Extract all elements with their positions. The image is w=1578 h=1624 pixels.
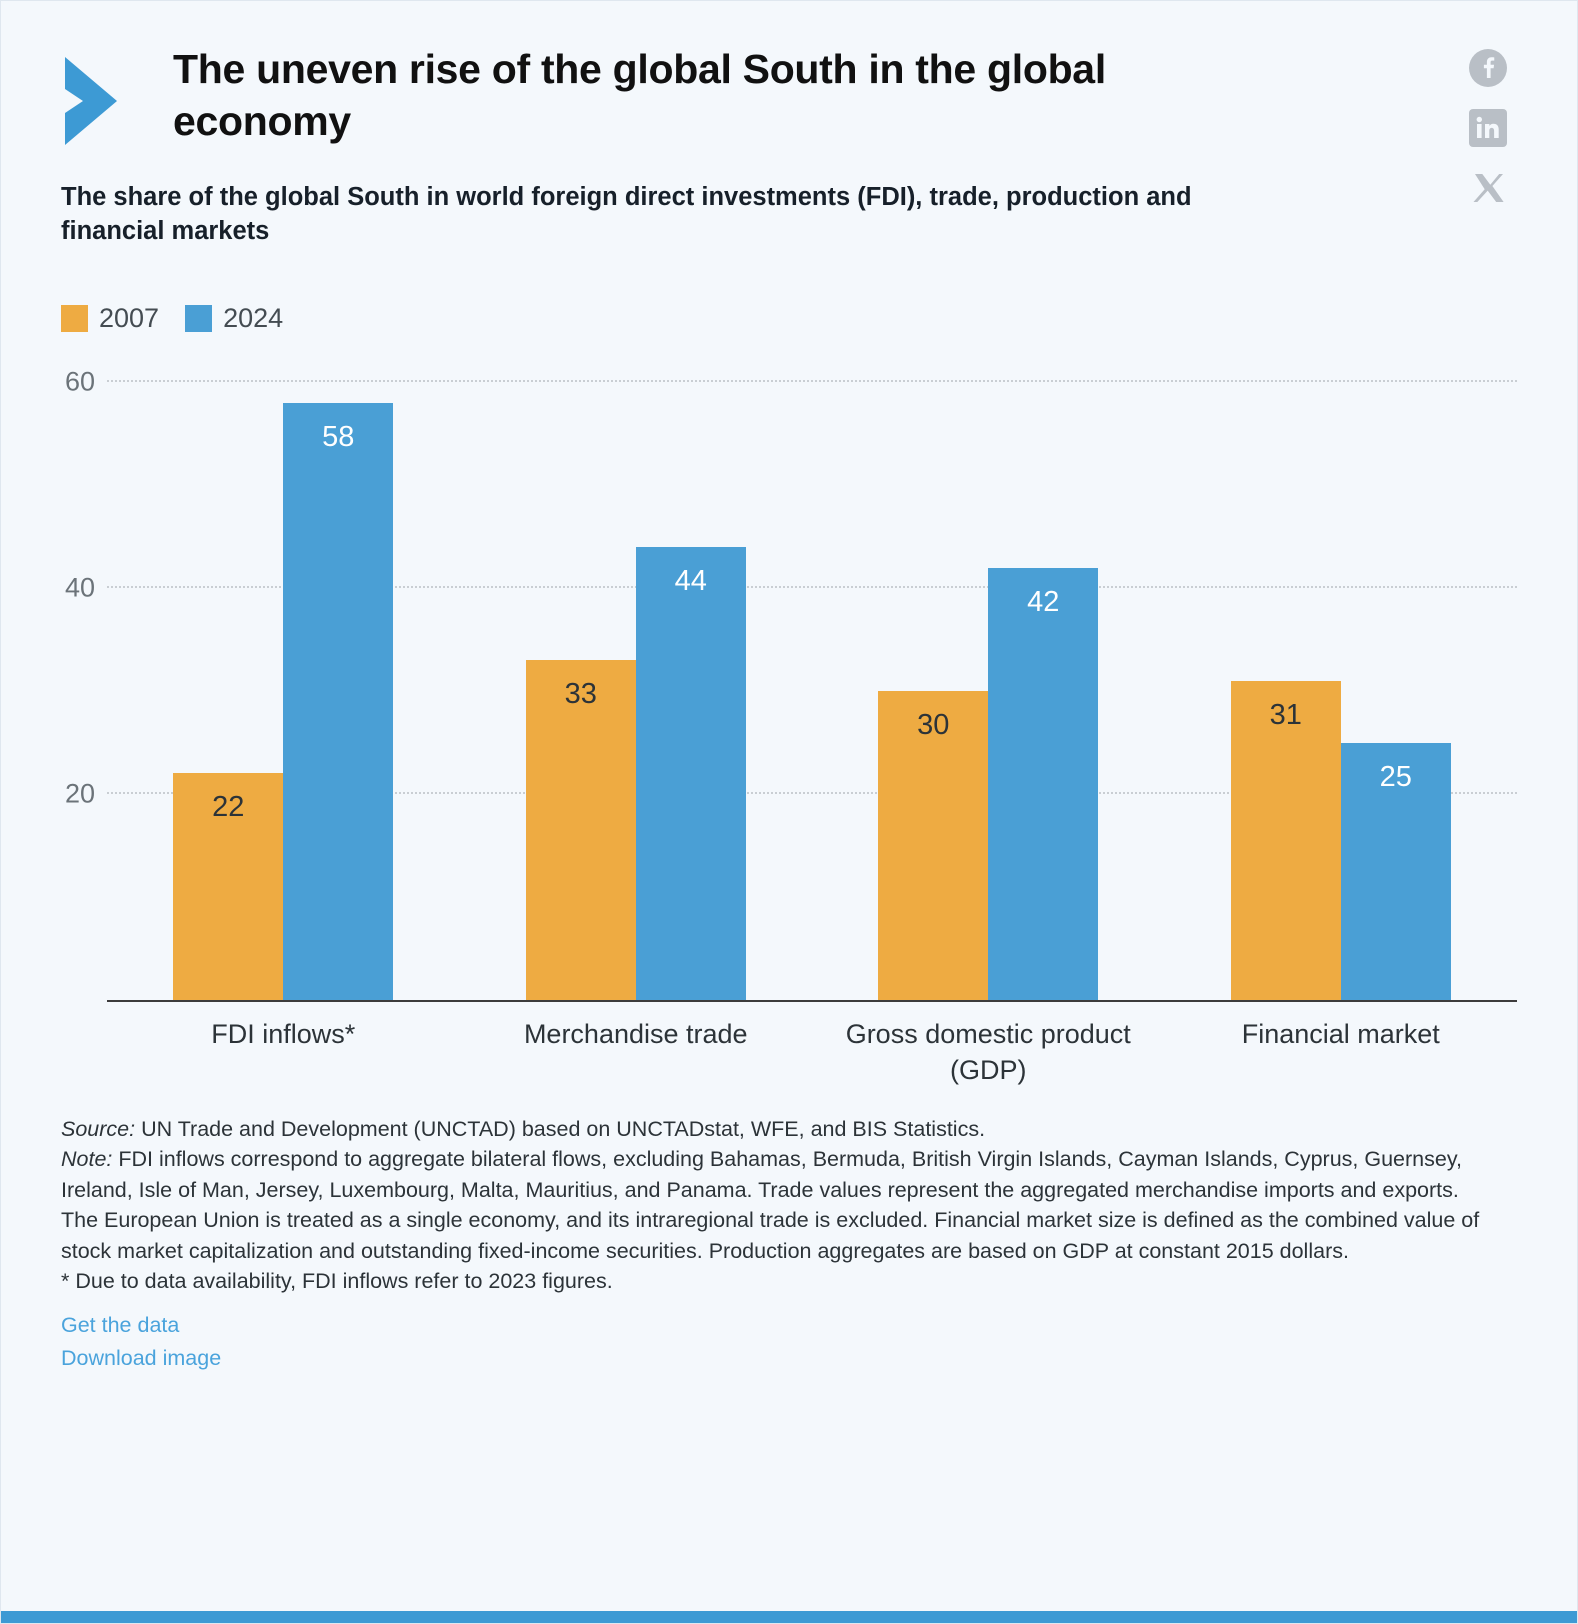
bar-value-2024-financial: 25 (1379, 760, 1412, 793)
bar-wrap-2007-gdp (878, 362, 988, 1000)
bar-wrap-2007-financial (1231, 362, 1341, 1000)
bar-value-2007-financial: 31 (1269, 698, 1302, 731)
x-axis-labels (107, 1016, 1517, 1089)
bar-chart (1, 362, 1577, 1086)
title-row (61, 43, 1517, 149)
plot-area (64, 362, 1517, 1002)
source-line (61, 1114, 1481, 1145)
x-axis-label-fdi: FDI inflows* (211, 1018, 356, 1049)
header (1, 1, 1577, 249)
bar-group-fdi-inflows (107, 362, 460, 1000)
bar-2007-financial[interactable] (1231, 681, 1341, 1000)
bar-group-financial-market (1165, 362, 1518, 1000)
social-share-group (1469, 49, 1507, 207)
bar-2024-fdi[interactable] (283, 403, 393, 1000)
bar-wrap-2024-fdi (283, 362, 393, 1000)
get-the-data-link[interactable]: Get the data (61, 1312, 180, 1337)
bar-value-2007-gdp: 30 (917, 709, 950, 742)
bar-group-merchandise-trade (460, 362, 813, 1000)
bar-2007-gdp[interactable] (878, 691, 988, 1000)
facebook-icon[interactable] (1469, 49, 1507, 87)
x-twitter-icon[interactable] (1469, 169, 1507, 207)
bar-2024-financial[interactable] (1341, 743, 1451, 1000)
y-axis-tick-20: 20 (64, 778, 95, 809)
footer-links (61, 1309, 1481, 1376)
x-axis-label-gdp: Gross domestic product (GDP) (845, 1018, 1131, 1086)
chart-legend (61, 303, 1577, 334)
bottom-accent-bar (1, 1611, 1577, 1623)
bar-2007-trade[interactable] (526, 660, 636, 1000)
source-label: Source: (61, 1116, 136, 1141)
bar-value-2007-trade: 33 (564, 678, 597, 711)
y-axis-tick-60: 60 (64, 366, 95, 397)
bar-wrap-2007-trade (526, 362, 636, 1000)
footer-notes (61, 1114, 1481, 1376)
legend-label-2007: 2007 (99, 302, 160, 333)
x-axis-label-trade: Merchandise trade (523, 1018, 748, 1049)
x-axis-label-financial: Financial market (1241, 1018, 1440, 1049)
chevron-right-icon (61, 53, 139, 149)
note-text: FDI inflows correspond to aggregate bilateral flows, excluding Bahamas, Bermuda, British Virgin Islands, Cayman Islands, Cyprus, Guernsey, Ireland, Isle of Man, Jersey, Luxembourg, Malta, Mauritius, and Panama. Trade values represent the aggregated merchandise imports and exports. The European Union is treated as a single economy, and its intraregional trade is excluded. Financial market size is defined as the combined value of stock market capitalization and outstanding fixed-income securities. Production aggregates are based on GDP at constant 2015 dollars. (61, 1147, 1480, 1263)
bar-group-gdp (812, 362, 1165, 1000)
bar-wrap-2024-financial (1341, 362, 1451, 1000)
y-axis-tick-40: 40 (64, 572, 95, 603)
legend-swatch-2007 (61, 305, 88, 332)
bar-wrap-2007-fdi (173, 362, 283, 1000)
page-title: The uneven rise of the global South in the global economy (173, 46, 1106, 145)
note-label: Note: (61, 1147, 113, 1172)
download-image-link[interactable]: Download image (61, 1346, 222, 1371)
bar-value-2024-gdp: 42 (1027, 585, 1060, 618)
linkedin-icon[interactable] (1469, 109, 1507, 147)
bar-2007-fdi[interactable] (173, 773, 283, 999)
source-text: UN Trade and Development (UNCTAD) based on UNCTADstat, WFE, and BIS Statistics. (135, 1116, 986, 1141)
bar-2024-trade[interactable] (636, 547, 746, 1000)
legend-item-2024 (185, 303, 283, 334)
bar-value-2007-fdi: 22 (212, 791, 245, 824)
note-line (61, 1144, 1481, 1266)
legend-label-2024: 2024 (223, 302, 284, 333)
legend-swatch-2024 (185, 305, 212, 332)
page-subtitle: The share of the global South in world foreign direct investments (FDI), trade, production and financial markets (61, 183, 1192, 245)
bar-value-2024-fdi: 58 (322, 420, 355, 453)
bar-wrap-2024-gdp (988, 362, 1098, 1000)
bar-2024-gdp[interactable] (988, 568, 1098, 1000)
footnote-line: * Due to data availability, FDI inflows refer to 2023 figures. (61, 1269, 613, 1294)
bar-wrap-2024-trade (636, 362, 746, 1000)
bar-groups (107, 362, 1517, 1000)
bar-value-2024-trade: 44 (674, 565, 707, 598)
legend-item-2007 (61, 303, 159, 334)
